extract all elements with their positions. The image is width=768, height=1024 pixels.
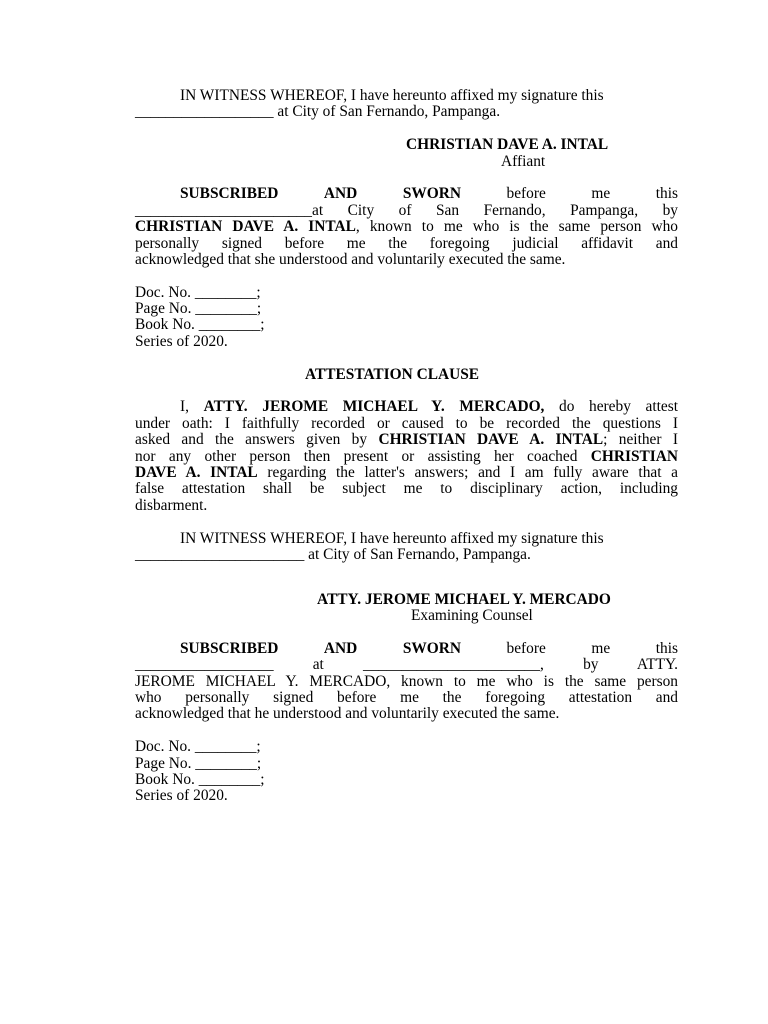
text-line: ______________________ at City of San Fernando, Pampanga.: [135, 545, 531, 563]
text-line: disbarment.: [135, 496, 208, 514]
doc-no: Doc. No. ________;: [135, 283, 261, 301]
text-line: false attestation shall be subject me to disciplinary action, including: [135, 480, 678, 498]
text-line: personally signed before me the foregoing judicial affidavit and: [135, 234, 678, 252]
counsel-role: Examining Counsel: [411, 607, 533, 625]
page-no: Page No. ________;: [135, 300, 262, 318]
attestation-paragraph: [135, 399, 678, 514]
affiant-name: CHRISTIAN DAVE A. INTAL: [406, 136, 609, 154]
text-line: IN WITNESS WHEREOF, I have hereunto affixed my signature this: [180, 87, 604, 104]
counsel-signature-block: [135, 592, 678, 625]
section-heading: ATTESTATION CLAUSE: [305, 365, 480, 383]
text-line: JEROME MICHAEL Y. MERCADO, known to me who is the same person: [135, 672, 678, 690]
text-line: acknowledged that he understood and voluntarily executed the same.: [135, 705, 560, 723]
series: Series of 2020.: [135, 787, 228, 805]
jurat-paragraph: [135, 186, 678, 268]
text-line: __________________ at City of San Fernando, Pampanga.: [135, 103, 501, 121]
text-line: SUBSCRIBED AND SWORN before me this: [180, 185, 678, 203]
text-line: acknowledged that she understood and voluntarily executed the same.: [135, 250, 566, 268]
text-line: nor any other person then present or assisting her coached CHRISTIAN: [135, 447, 678, 465]
jurat-paragraph: [135, 641, 678, 723]
text-line: I, ATTY. JEROME MICHAEL Y. MERCADO, do hereby attest: [180, 398, 678, 416]
book-no: Book No. ________;: [135, 316, 265, 334]
text-line: who personally signed before me the foregoing attestation and: [135, 689, 678, 707]
text-line: under oath: I faithfully recorded or caused to be recorded the questions I: [135, 414, 678, 432]
series: Series of 2020.: [135, 332, 228, 350]
text-line: IN WITNESS WHEREOF, I have hereunto affixed my signature this: [180, 529, 604, 547]
text-line: __________________ at _______________________, by ATTY.: [135, 656, 678, 674]
book-no: Book No. ________;: [135, 771, 265, 789]
doc-no: Doc. No. ________;: [135, 738, 261, 756]
notarial-register-block: [135, 285, 678, 351]
text-line: asked and the answers given by CHRISTIAN DAVE A. INTAL; neither I: [135, 431, 679, 449]
document-page: [135, 88, 678, 805]
witness-paragraph: [135, 88, 678, 121]
notarial-register-block: [135, 739, 678, 805]
affiant-signature-block: [135, 137, 678, 170]
text-line: CHRISTIAN DAVE A. INTAL, known to me who is the same person who: [135, 218, 678, 236]
text-line: SUBSCRIBED AND SWORN before me this: [180, 639, 678, 657]
text-line: _______________________at City of San Fernando, Pampanga, by: [135, 201, 678, 219]
counsel-name: ATTY. JEROME MICHAEL Y. MERCADO: [317, 590, 611, 608]
page-no: Page No. ________;: [135, 754, 262, 772]
witness-paragraph: [135, 531, 678, 564]
text-line: DAVE A. INTAL regarding the latter's answers; and I am fully aware that a: [135, 463, 678, 481]
attestation-heading-row: [135, 367, 678, 383]
affiant-role: Affiant: [501, 152, 546, 170]
